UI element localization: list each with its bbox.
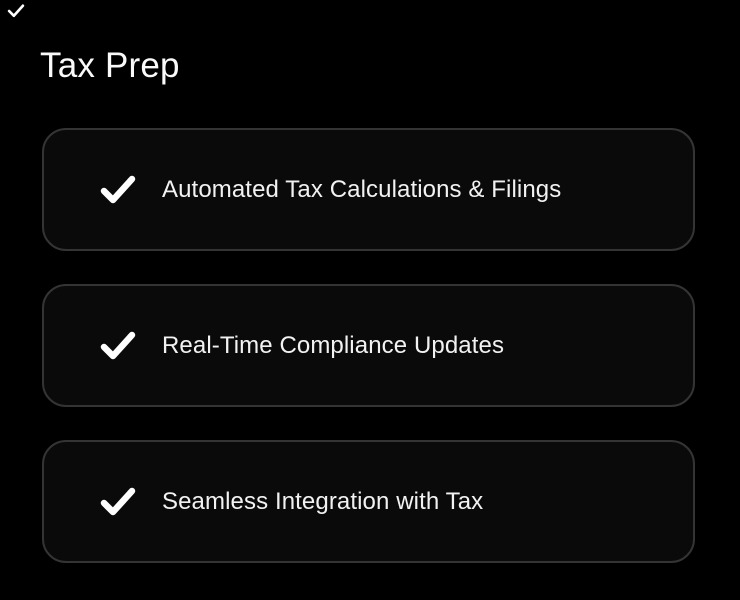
feature-list bbox=[42, 128, 695, 563]
feature-card-automated-tax[interactable] bbox=[42, 128, 695, 251]
feature-card-seamless-integration[interactable] bbox=[42, 440, 695, 563]
feature-label: Seamless Integration with Tax bbox=[162, 487, 484, 515]
feature-label: Real-Time Compliance Updates bbox=[162, 331, 505, 359]
feature-card-compliance-updates[interactable] bbox=[42, 284, 695, 407]
check-mark-icon bbox=[100, 487, 136, 517]
feature-label: Automated Tax Calculations & Filings bbox=[162, 175, 562, 203]
page-title: Tax Prep bbox=[40, 46, 180, 85]
corner-check-icon bbox=[7, 3, 25, 19]
check-mark-icon bbox=[100, 175, 136, 205]
check-mark-icon bbox=[100, 331, 136, 361]
